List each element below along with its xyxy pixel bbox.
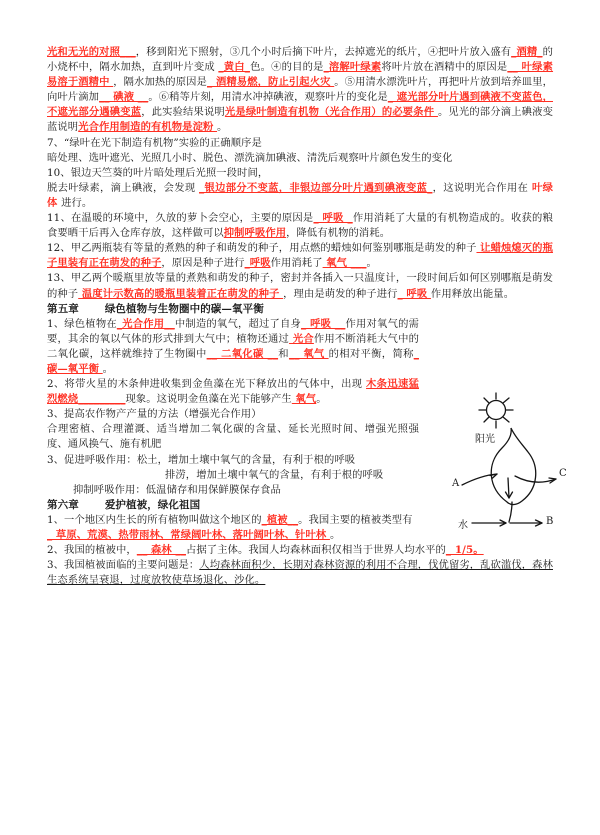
paragraph-p7 [47, 241, 553, 271]
text-run: 作用消耗了大量的有机物造成的。收获的粮食要晒干后再入仓库存放，这样做可以 [47, 212, 553, 240]
text-run: ，此实验结果说明 [141, 106, 225, 119]
diagram-sun-label: 阳光 [475, 434, 495, 445]
answer-run: _ 遮光部分叶片遇到碘液不变蓝色，不遮光部分遇碘变蓝 [47, 91, 553, 119]
text-run: 。 [316, 393, 327, 406]
paragraph-p6 [47, 211, 553, 241]
text-run: 进行。 [61, 196, 93, 209]
paragraph-p10 [47, 377, 419, 407]
answer-run: _ 1/5。 [445, 544, 484, 557]
text-run: 合理密植、合理灌溉、适当增加二氧化碳的含量、延长光照时间、增强光照强度、通风换气、施有机肥 [47, 423, 419, 451]
text-run: ，这说明光合作用在 [432, 181, 529, 194]
paragraph-p3 [47, 151, 553, 166]
answer-run: 光合 [289, 332, 314, 345]
answer-run: __ 氧气 [288, 347, 329, 360]
answer-run: 叶绿体 [47, 181, 553, 209]
text-run: ，理由是萌发的种子进行 [283, 287, 398, 300]
answer-run: __ 二氧化碳 __ [206, 347, 279, 360]
text-run: 。⑤用清水漂洗叶片，再把叶片放到培养皿里，向叶片滴加 [47, 76, 553, 104]
answer-run: 光合作用制造的有机物是淀粉 [78, 121, 218, 134]
chapter-6-number: 第六章 [47, 498, 79, 511]
paragraph-p4 [47, 166, 553, 181]
text-run: 3、促进呼吸作用：松土，增加土壤中氧气的含量，有利于根的呼吸 [47, 453, 356, 466]
leaf-shape [491, 428, 535, 505]
diagram-arrow-c-label: C [559, 468, 567, 479]
chapter-5-title: 绿色植物与生物圈中的碳—氧平衡 [104, 302, 264, 315]
answer-run: _酒精_ [511, 46, 543, 58]
answer-run: 抑制呼吸作用 [223, 227, 287, 240]
answer-run: _呼吸 [244, 257, 271, 270]
text-run: ，原因是种子进行 [161, 257, 245, 270]
paragraph-p2 [47, 136, 553, 151]
photosynthesis-leaf-diagram [452, 382, 594, 552]
text-run: 3、我国植被面临的主要问题是： [47, 559, 200, 572]
text-run: 作用不断消耗大气中的二氧化碳，这样就维持了生物圈中 [47, 332, 419, 360]
answer-run: _银边部分不变蓝，非银边部分叶片遇到碘液变蓝_ [199, 181, 433, 194]
text-run: 和 [278, 347, 289, 360]
answer-run: __ 森林 __ [136, 544, 186, 557]
text-run: 11、在温暖的环境中，久放的萝卜会空心，主要的原因是 [47, 212, 314, 225]
text-run: 作用释放出能量。 [430, 287, 515, 300]
text-run: 排涝，增加土壤中氧气的含量，有利于根的呼吸 [165, 468, 384, 481]
answer-run: 氧气 ___ [322, 257, 367, 270]
text-run: 暗处理、选叶遮光、光照几小时、脱色、漂洗滴加碘液、清洗后观察叶片颜色发生的变化 [47, 151, 453, 164]
text-run: ，降低有机物的消耗。 [286, 227, 391, 240]
paragraph-p8 [47, 271, 553, 301]
diagram-water-label: 水 [458, 520, 468, 531]
text-run: 。 [366, 257, 377, 270]
paragraph-p12 [47, 422, 419, 452]
answer-run: _溶解叶绿素 [323, 61, 382, 74]
text-run: 。见光的部分滴上碘液变蓝说明 [47, 106, 553, 134]
answer-run: _ 草原、荒漠、热带雨林、常绿阔叶林、落叶阔叶林、针叶林 [47, 529, 330, 541]
chapter-6-title: 爱护植被，绿化祖国 [104, 498, 201, 511]
answer-run: 氧气 [291, 393, 317, 406]
text-run: 10、银边天竺葵的叶片暗处理后光照一段时间， [47, 166, 269, 179]
text-run: 色。④的目的是 [250, 61, 324, 74]
diagram-svg [452, 382, 594, 552]
text-run: 1、绿色植物在 [47, 317, 117, 330]
answer-run: _碳—氧平衡 [47, 347, 419, 375]
answer-run: _ 呼吸 _ [313, 212, 353, 225]
paragraph-block-a [47, 45, 553, 302]
answer-run: _ 呼吸 [397, 287, 431, 300]
diagram-arrow-b-label: B [546, 516, 554, 527]
text-run: 。⑥稍等片刻，用清水冲掉碘液，观察叶片的变化是 [148, 91, 388, 104]
text-run: 现象。这说明金鱼藻在光下能够产生 [125, 393, 292, 406]
diagram-arrow-a-label: A [452, 478, 460, 489]
text-run: 3、提高农作物产产量的方法（增强光合作用） [47, 408, 262, 421]
chapter-5-heading [47, 302, 553, 317]
answer-run: 温度计示数高的暖瓶里装着正在萌发的种子 [78, 287, 284, 300]
leaf-stem [509, 502, 512, 522]
answer-run: 人均森林面积少，长期对森林资源的利用不合理，伐优留劣，乱砍滥伐，森林生态系统呈衰退，过度放牧使草场退化、沙化。 [47, 559, 553, 587]
text-run: 2、将带火星的木条伸进收集到金鱼藻在光下释放出的气体中，出现 [47, 378, 367, 391]
text-run: 。 [217, 121, 228, 134]
answer-run: _ 酒精易燃，防止引起火灾 [206, 76, 335, 89]
text-run: 。 [329, 529, 341, 541]
answer-run: _________ [78, 393, 126, 406]
answer-run: __ 叶绿素易溶于酒精中 [47, 61, 554, 89]
text-run: 。我国主要的植被类型有 [298, 513, 413, 526]
text-run: 。 [102, 362, 114, 375]
answer-run: ___ [120, 46, 136, 58]
arrow-down-line [508, 478, 509, 498]
text-run: 将叶片放在酒精中的原因是 [381, 61, 508, 74]
text-run: 脱去叶绿素，滴上碘液，会发现 [47, 181, 200, 194]
text-run: 的小烧杯中，隔水加热，直到叶片变成 [47, 46, 553, 74]
answer-run: _光合作用__ [116, 317, 175, 330]
text-run: ，移到阳光下照射，③几个小时后摘下叶片，去掉遮光的纸片，④把叶片放入盛有 [135, 46, 512, 58]
paragraph-p9 [47, 317, 419, 377]
text-run: ，隔水加热的原因是 [113, 76, 207, 89]
paragraph-p5 [47, 181, 553, 211]
chapter-5-number: 第五章 [47, 302, 79, 315]
text-run: 12、甲乙两瓶装有等量的煮熟的种子和萌发的种子，用点燃的蜡烛如何鉴别哪瓶是萌发的种子 [47, 242, 477, 255]
paragraph-p19 [47, 558, 553, 588]
text-run: 2、我国的植被中， [47, 544, 137, 557]
answer-run: 让蜡烛熄灭的瓶子里装有正在萌发的种子 [47, 242, 553, 270]
text-run: 7、“绿叶在光下制造有机物”实验的正确顺序是 [47, 136, 262, 149]
answer-run: _黄白_ [218, 61, 250, 74]
answer-run: 木条迅速猛烈燃烧 [47, 378, 419, 406]
paragraph-p11 [47, 407, 419, 422]
answer-run: 光和无光的对照 [47, 46, 120, 58]
text-run: 占据了主体。我国人均森林面积仅相当于世界人均水平的 [186, 544, 446, 557]
text-run: 13、甲乙两个暖瓶里放等量的煮熟和萌发的种子，密封并各插入一只温度计，一段时间后如何区别哪瓶是萌发的种子 [47, 272, 553, 300]
answer-run: __ 碘液 __ [99, 91, 149, 104]
text-run: 抑制呼吸作用：低温储存和用保鲜膜保存食品 [73, 483, 281, 496]
text-run: 1、一个地区内生长的所有植物叫做这个地区的 [47, 513, 262, 526]
text-run: 的相对平衡，简称 [328, 347, 414, 360]
answer-run: _植被__ [261, 513, 299, 526]
answer-run: _ 呼吸 __ [301, 317, 346, 330]
text-run: 中制造的氧气，超过了自身 [174, 317, 302, 330]
answer-run: 光是绿叶制造有机物（光合作用）的必要条件 [224, 106, 438, 119]
text-run: 作用对氧气的需要，其余的氧以气体的形式排到大气中；植物还通过 [47, 317, 419, 345]
text-run: 作用消耗了 [270, 257, 323, 270]
paragraph-p1 [47, 45, 553, 136]
